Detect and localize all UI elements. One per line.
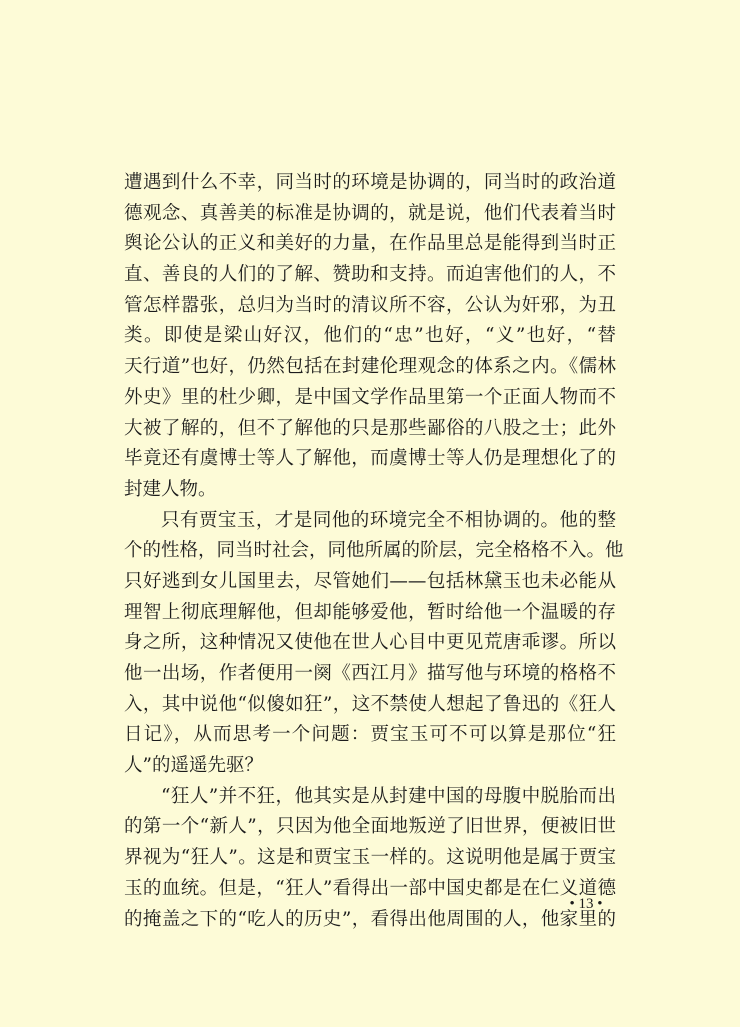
text-line: 只有贾宝玉，才是同他的环境完全不相协调的。他的整 xyxy=(161,509,616,531)
text-line: 他一出场，作者便用一阕《西江月》描写他与环境的格格不 xyxy=(124,663,616,684)
text-line: 天行道”也好，仍然包括在封建伦理观念的体系之内。《儒林 xyxy=(124,356,616,378)
body-text xyxy=(124,168,624,935)
text-line: 舆论公认的正义和美好的力量，在作品里总是能得到当时正 xyxy=(124,233,616,255)
text-line: 人”的遥遥先驱？ xyxy=(124,755,263,777)
text-line: 只好逃到女儿国里去，尽管她们——包括林黛玉也未必能从 xyxy=(124,570,616,592)
paragraph-1 xyxy=(124,168,616,506)
text-line: 外史》里的杜少卿，是中国文学作品里第一个正面人物而不 xyxy=(124,386,616,408)
text-line: 封建人物。 xyxy=(124,478,217,500)
paragraph-3 xyxy=(124,782,616,935)
text-line: 德观念、真善美的标准是协调的，就是说，他们代表着当时 xyxy=(124,202,616,224)
text-line: “狂人”并不狂，他其实是从封建中国的母腹中脱胎而出 xyxy=(161,785,616,807)
text-line: 的掩盖之下的“吃人的历史”，看得出他周围的人，他家里的 xyxy=(124,908,616,930)
text-line: 界视为“狂人”。这是和贾宝玉一样的。这说明他是属于贾宝 xyxy=(124,847,616,869)
text-line: 理智上彻底理解他，但却能够爱他，暂时给他一个温暖的存 xyxy=(124,601,616,623)
text-line: 直、善良的人们的了解、赞助和支持。而迫害他们的人，不 xyxy=(124,264,616,286)
text-line: 玉的血统。但是，“狂人”看得出一部中国史都是在仁义道德 xyxy=(124,877,616,899)
text-line: 身之所，这种情况又使他在世人心目中更见荒唐乖谬。所以 xyxy=(124,632,616,654)
text-line: 管怎样嚣张，总归为当时的清议所不容，公认为奸邪，为丑 xyxy=(124,294,616,316)
text-line: 类。即使是梁山好汉，他们的“忠”也好，“义”也好，“替 xyxy=(124,325,616,347)
text-line: 遭遇到什么不幸，同当时的环境是协调的，同当时的政治道 xyxy=(124,172,616,193)
text-line: 入，其中说他“似傻如狂”，这不禁使人想起了鲁迅的《狂人 xyxy=(124,693,616,715)
text-line: 大被了解的，但不了解他的只是那些鄙俗的八股之士；此外 xyxy=(124,417,616,439)
paragraph-2 xyxy=(124,506,624,782)
page-number: • 13 • xyxy=(569,896,603,912)
text-line: 日记》，从而思考一个问题：贾宝玉可不可以算是那位“狂 xyxy=(124,724,616,746)
text-line: 个的性格，同当时社会，同他所属的阶层，完全格格不入。他 xyxy=(124,540,624,562)
text-line: 毕竟还有虞博士等人了解他，而虞博士等人仍是理想化了的 xyxy=(124,448,616,470)
text-line: 的第一个“新人”，只因为他全面地叛逆了旧世界，便被旧世 xyxy=(124,816,616,838)
